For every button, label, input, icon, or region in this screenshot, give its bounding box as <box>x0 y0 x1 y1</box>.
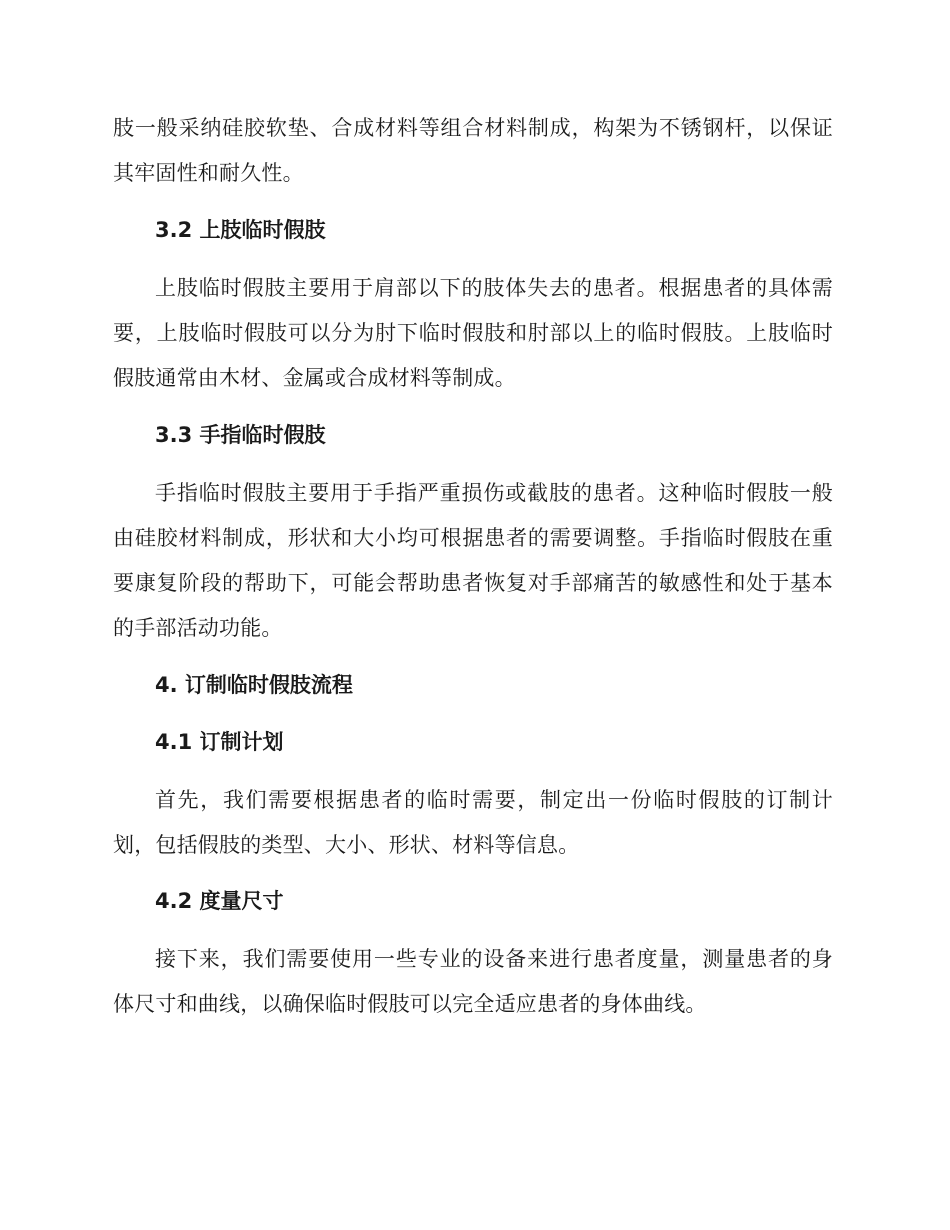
section-paragraph-4-1: 首先，我们需要根据患者的临时需要，制定出一份临时假肢的订制计划，包括假肢的类型、大小、形状、材料等信息。 <box>113 788 833 857</box>
section-paragraph-3-2: 上肢临时假肢主要用于肩部以下的肢体失去的患者。根据患者的具体需要，上肢临时假肢可以分为肘下临时假肢和肘部以上的临时假肢。上肢临时假肢通常由木材、金属或合成材料等制成。 <box>113 276 833 390</box>
section-heading-4-2: 4.2 度量尺寸 <box>155 889 284 913</box>
section-heading-4: 4. 订制临时假肢流程 <box>155 673 353 697</box>
section-paragraph-4-2: 接下来，我们需要使用一些专业的设备来进行患者度量，测量患者的身体尺寸和曲线，以确保临时假肢可以完全适应患者的身体曲线。 <box>113 947 833 1016</box>
section-paragraph-3-3: 手指临时假肢主要用于手指严重损伤或截肢的患者。这种临时假肢一般由硅胶材料制成，形状和大小均可根据患者的需要调整。手指临时假肢在重要康复阶段的帮助下，可能会帮助患者恢复对手部痛苦的敏感性和处于基本的手部活动功能。 <box>113 481 833 640</box>
intro-paragraph: 肢一般采纳硅胶软垫、合成材料等组合材料制成，构架为不锈钢杆，以保证其牢固性和耐久性。 <box>113 116 833 185</box>
section-heading-4-1: 4.1 订制计划 <box>155 730 284 754</box>
section-heading-3-2: 3.2 上肢临时假肢 <box>155 218 326 242</box>
section-heading-3-3: 3.3 手指临时假肢 <box>155 423 326 447</box>
